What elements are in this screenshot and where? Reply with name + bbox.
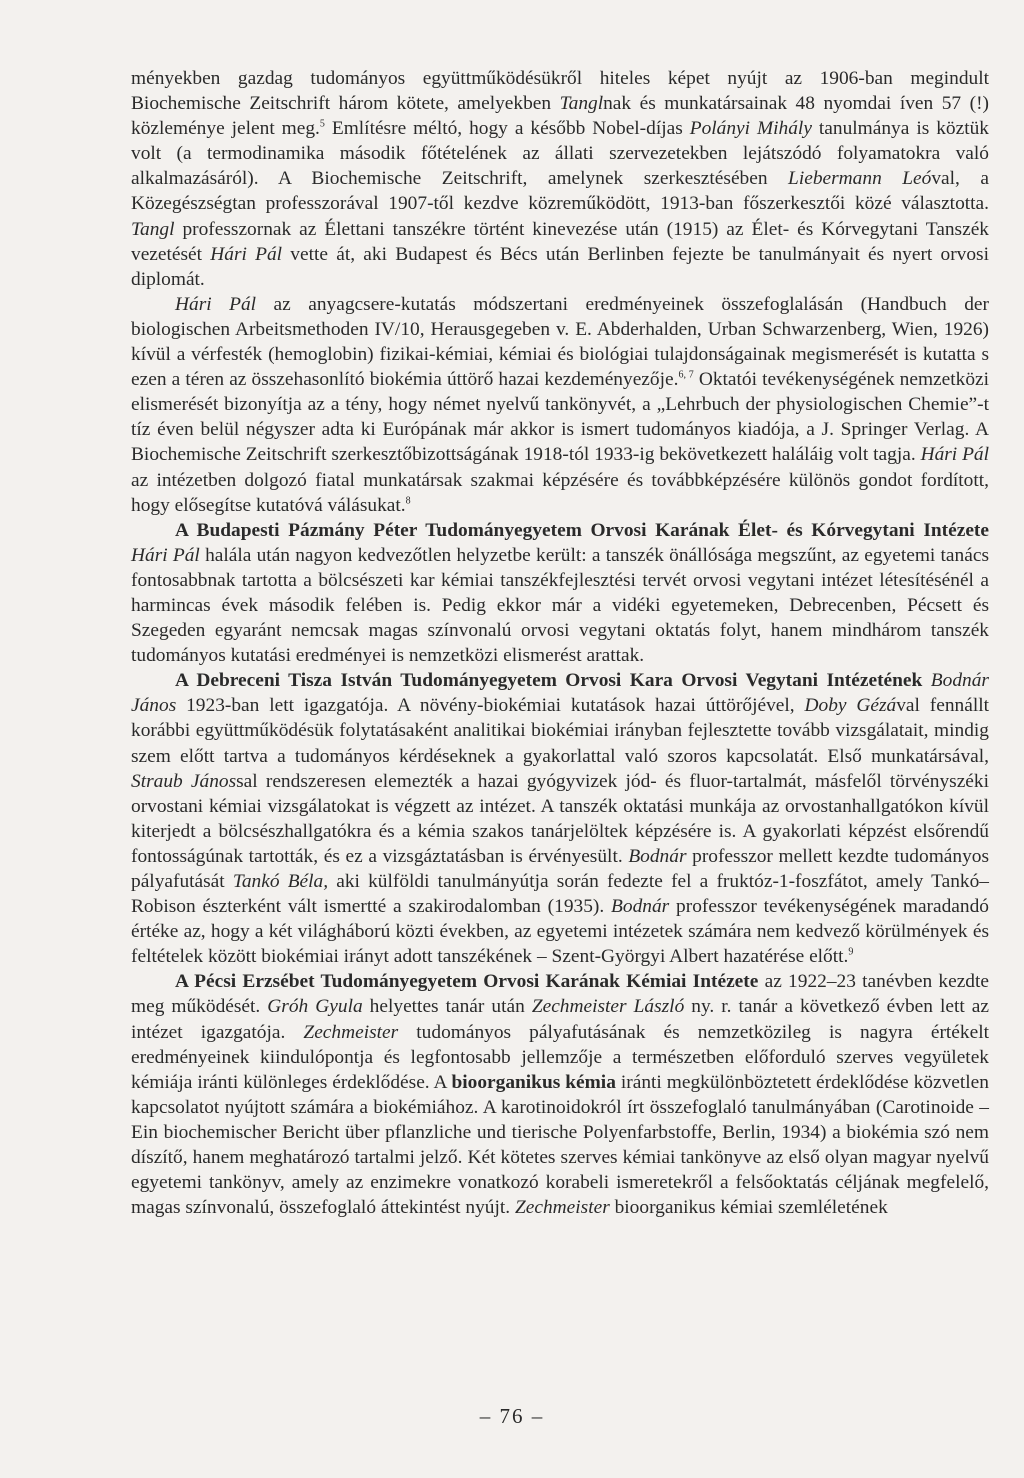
paragraph-2 bbox=[131, 292, 989, 518]
text-run: halála után nagyon kedvezőtlen helyzetbe került: a tanszék önállósága megszűnt, az egyetemi tanács fontosabbnak tartotta a bölcsészeti kar kémiai tanszékfejlesztési tervét orvosi vegytani intézet létesítésénél a harmincas évek második felében is. Pedig ekkor már a vidéki egyetemeken, Debrecenben, Pécsett és Szegeden egyaránt nemcsak magas színvonalú orvosi vegytani oktatás folyt, hanem mindhárom tanszék tudományos kutatási eredményei is nemzetközi elismerést arattak. bbox=[131, 544, 989, 667]
text-run: vette át, aki Budapest és Bécs után Berlinben fejezte be tanulmányait és nyert orvosi diplomát. bbox=[131, 243, 989, 290]
text-run: val, a Közegészségtan professzorával 1907-től kezdve közreműködött, 1913-ban főszerkesztői közé választotta. bbox=[131, 168, 989, 215]
paragraph-4 bbox=[131, 668, 989, 969]
person-name: Tankó Béla, bbox=[232, 871, 329, 892]
body-text bbox=[131, 66, 989, 1220]
text-run: ny. r. tanár a következő évben lett az intézet igazgatója. bbox=[131, 996, 989, 1043]
text-run: az anyagcsere-kutatás módszertani eredményeinek összefoglalásán (Handbuch der biologischen Arbeitsmethoden IV/10, Herausgegeben v. E. Abderhalden, Urban Schwarzenberg, Wien, 1926) kívül a vérfesték (hemoglobin) fizikai-kémiai, kémiai és biológiai tulajdonságainak megismerését is kutatta s ezen a téren az összehasonlító biokémia úttörő hazai kezdeményezője. bbox=[131, 293, 989, 391]
footnote-ref: 6, 7 bbox=[678, 369, 694, 381]
institute-heading: A Budapesti Pázmány Péter Tudományegyetem Orvosi Karának Élet- és Kórvegytani Intézete bbox=[175, 519, 989, 541]
person-name: Tangl bbox=[559, 93, 604, 115]
person-name: Bodnár bbox=[628, 845, 687, 867]
person-name: Hári Pál bbox=[131, 544, 200, 566]
person-name: Zechmeister bbox=[514, 1197, 610, 1219]
person-name: Hári Pál bbox=[210, 243, 283, 265]
person-name: Gróh Gyula bbox=[267, 996, 363, 1018]
footnote-ref: 8 bbox=[405, 495, 411, 507]
text-run: 1923-ban lett igazgatója. A növény-biokémiai kutatások hazai úttörőjével, bbox=[176, 695, 805, 717]
text-run: professzornak az Élettani tanszékre történt kinevezése után (1915) az Élet- és Kórvegytani Tanszék vezetését bbox=[131, 218, 989, 265]
paragraph-5 bbox=[131, 969, 989, 1220]
text-run: tanulmánya is köztük volt (a termodinamika második főtételének az állati szervezetekben lejátszódó folyamatokra való alkalmazásáról). A Biochemische Zeitschrift, amelynek szerkesztésében bbox=[131, 118, 989, 190]
person-name: Bodnár bbox=[611, 896, 670, 918]
institute-heading: A Pécsi Erzsébet Tudományegyetem Orvosi Karának Kémiai Intézete bbox=[175, 971, 759, 993]
text-run: Oktatói tevékenységének nemzetközi elismerését bizonyítja az a tény, hogy német nyelvű tankönyvét, a „Lehrbuch der physiologischen Chemie”-t tíz éven belül négyszer adta ki Európának már akkor is ismert tudományos kiadója, a J. Springer Verlag. A Biochemische Zeitschrift szerkesztőbizottságának 1918-tól 1933-ig bekövetkezett haláláig volt tagja. bbox=[131, 369, 990, 466]
page-number: – 76 – bbox=[479, 1404, 545, 1428]
text-run: Említésre méltó, hogy a később Nobel-díjas bbox=[324, 118, 690, 140]
person-name: Doby Gézá bbox=[804, 695, 897, 717]
person-name: Liebermann Leó bbox=[788, 168, 932, 190]
text-run: ményekben gazdag tudományos együttműködésükről hiteles képet nyújt az 1906-ban megindult Biochemische Zeitschrift három kötete, amelyekben bbox=[131, 68, 989, 115]
person-name: Zechmeister bbox=[303, 1021, 399, 1043]
paragraph-1 bbox=[131, 66, 989, 292]
person-name: Hári Pál bbox=[920, 444, 989, 466]
person-name: Tangl bbox=[131, 218, 175, 240]
text-run: az intézetben dolgozó fiatal munkatársak szakmai képzésére és továbbképzésére különös gondot fordított, hogy elősegítse kutatóvá válásukat. bbox=[131, 469, 989, 516]
person-name: Bodnár János bbox=[131, 670, 989, 717]
emphasis-term: bioorganikus kémia bbox=[451, 1071, 616, 1093]
text-run: professzor tevékenységének maradandó értéke az, hogy a két világháború közti években, az egyetemi intézetek számára nem kedvező körülmények és feltételek között biokémiai irányt adott tanszékének – Szent-Györgyi Albert hazatérése előtt. bbox=[131, 896, 989, 968]
text-run: aki külföldi tanulmányútja során fedezte fel a fruktóz-1-foszfátot, amely Tankó–Robison észterként vált ismertté a szakirodalomban (1935). bbox=[131, 871, 989, 918]
text-run: bioorganikus kémiai szemléletének bbox=[609, 1197, 888, 1219]
institute-heading: A Debreceni Tisza István Tudományegyetem Orvosi Kara Orvosi Vegytani Intézetének bbox=[175, 670, 923, 692]
text-run: az 1922–23 tanévben kezdte meg működését. bbox=[131, 971, 989, 1018]
footnote-ref: 9 bbox=[848, 946, 854, 958]
text-run: val fennállt korábbi együttműködésük folytatásaként analitikai biokémiai irányban fejlesztette tovább vizsgálatait, mindig szem előtt tartva a tudományos kérdéseknek a gyakorlattal való szoros kapcsolatát. Első munkatársával, bbox=[131, 695, 990, 767]
text-run: tudományos pályafutásának és nemzetközileg is nagyra értékelt eredményeinek kiindulópontja és legfontosabb jellemzője a természetben előforduló szerves vegyületek kémiája iránti különleges érdeklődése. A bbox=[131, 1021, 989, 1093]
text-run: iránti megkülönböztetett érdeklődése közvetlen kapcsolatot nyújtott számára a biokémiához. A karotinoidokról írt összefoglaló tanulmányában (Carotinoide – Ein biochemischer Bericht über pflanzliche und tierische Polyenfarbstoffe, Berlin, 1934) a biokémia szó nem díszítő, hanem meghatározó tartalmi jelző. Két kötetes szerves kémiai tankönyve az első olyan magyar nyelvű egyetemi tankönyv, amely az enzimekre vonatkozó korabeli ismeretekről a felsőoktatás céljának megfelelő, magas színvonalú, összefoglaló áttekintést nyújt. bbox=[131, 1071, 989, 1219]
text-run: sal rendszeresen elemezték a hazai gyógyvizek jód- és fluor-tartalmát, másfelől törvényszéki orvostani kémiai vizsgálatokat is végzett az intézet. A tanszék oktatási munkája az orvostanhallgatókon kívül kiterjedt a bölcsészhallgatókra és a kémia szakos tanárjelöltek képzésére is. A gyakorlati képzést elsőrendű fontosságúnak tartották, és ez a vizsgáztatásban is érvényesült. bbox=[131, 770, 989, 867]
text-run: helyettes tanár után bbox=[362, 996, 532, 1018]
text-run: professzor mellett kezdte tudományos pályafutását bbox=[131, 845, 990, 892]
footnote-ref: 5 bbox=[319, 118, 325, 130]
person-name: Straub János bbox=[131, 770, 237, 792]
person-name: Hári Pál bbox=[175, 293, 257, 315]
person-name: Polányi Mihály bbox=[689, 118, 812, 140]
text-run bbox=[922, 670, 930, 691]
text-run: nak és munkatársainak 48 nyomdai íven 57 (!) közleménye jelent meg. bbox=[131, 93, 989, 140]
person-name: Zechmeister László bbox=[531, 996, 685, 1018]
paragraph-3 bbox=[131, 518, 989, 669]
